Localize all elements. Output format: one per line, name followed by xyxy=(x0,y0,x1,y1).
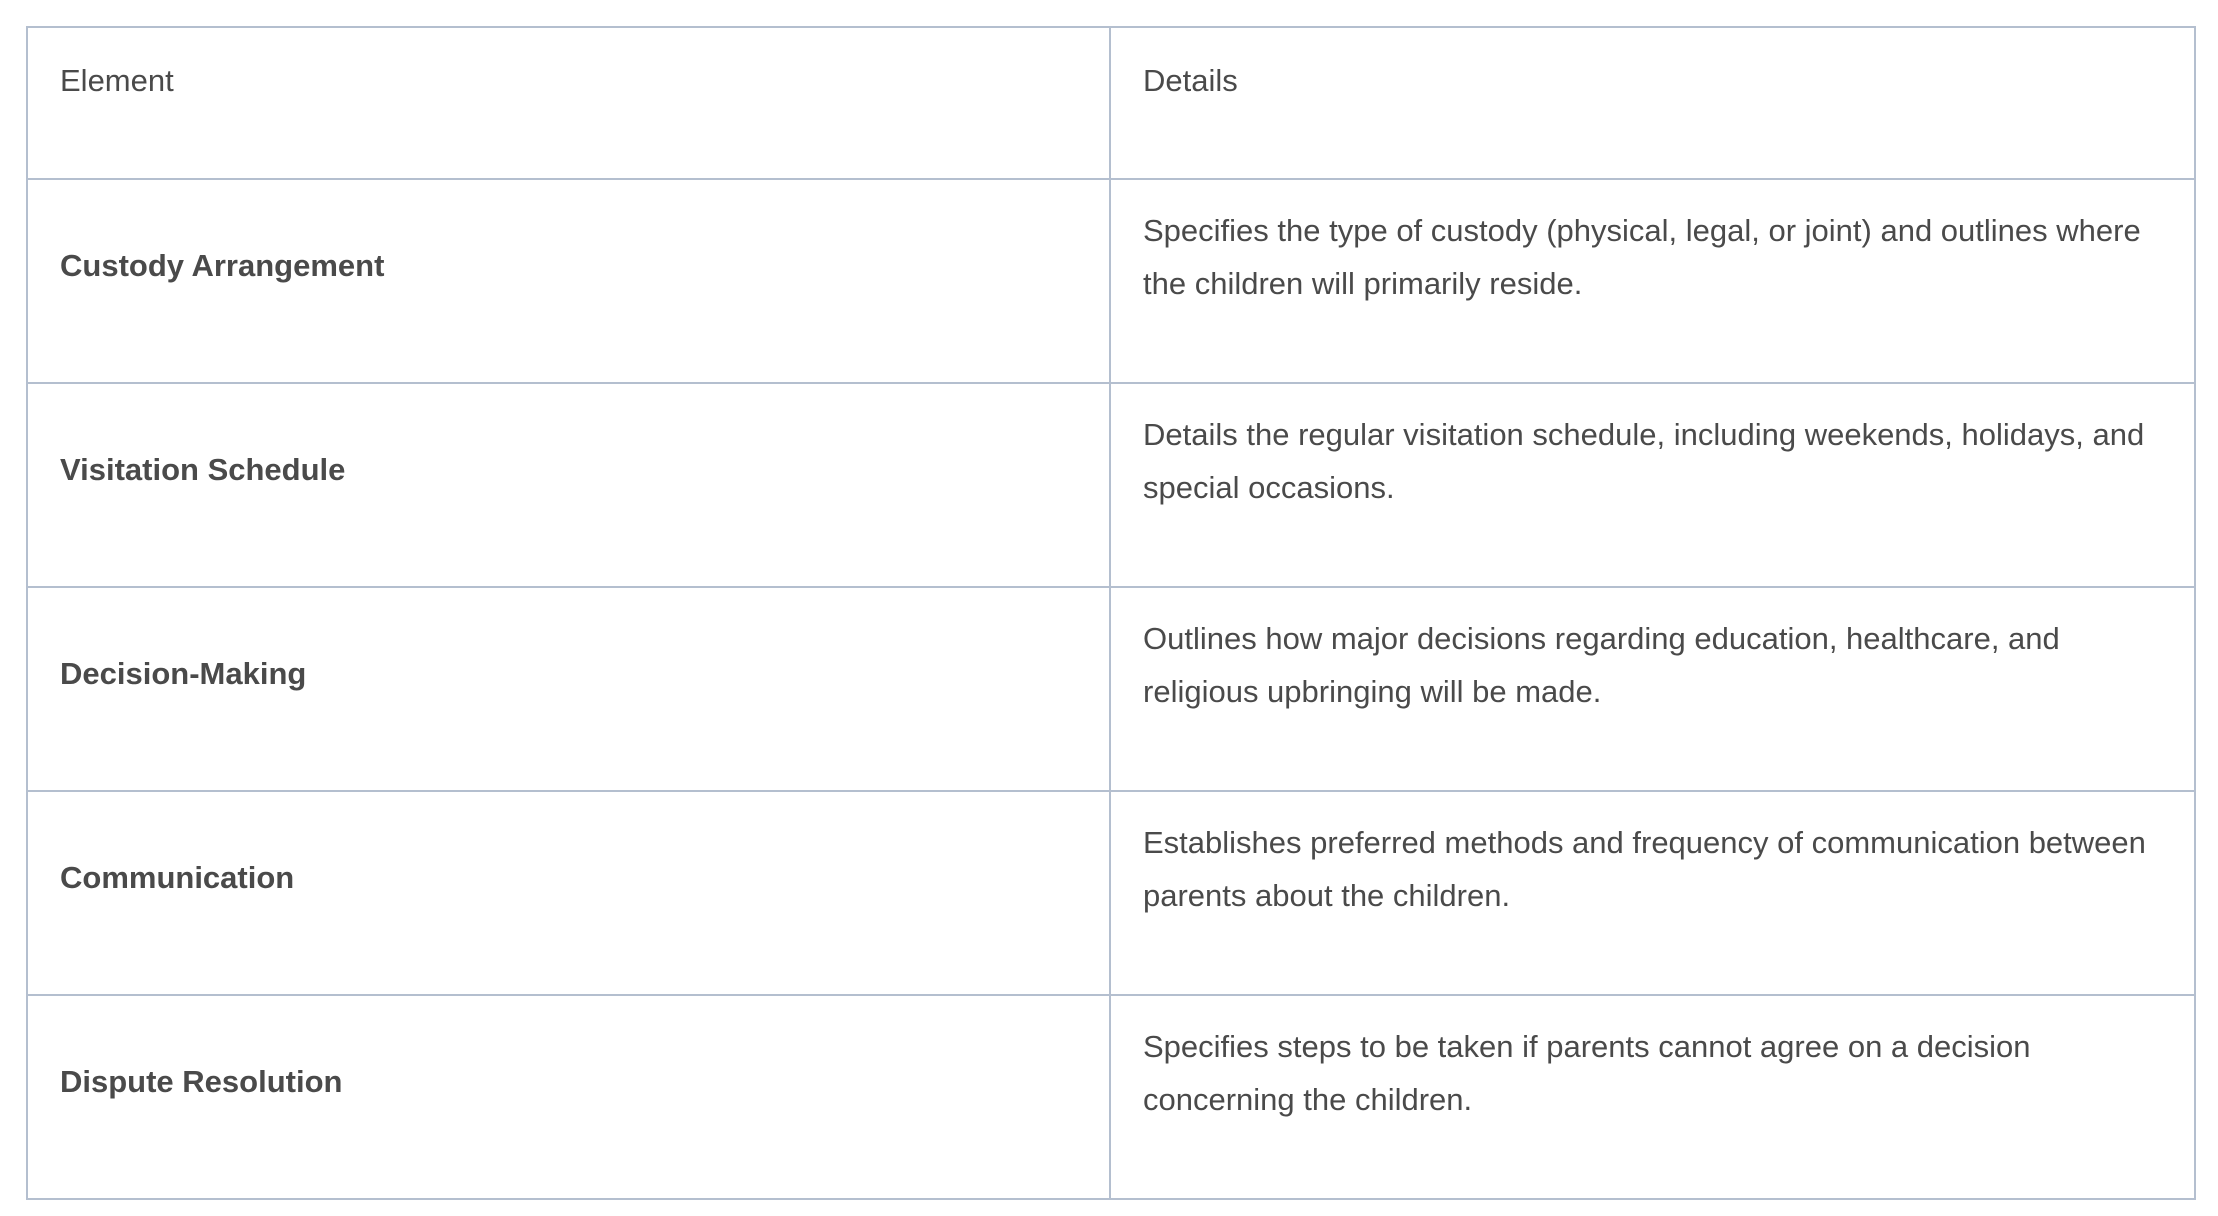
header-element: Element xyxy=(27,27,1110,179)
row-details-custody-arrangement: Specifies the type of custody (physical, legal, or joint) and outlines where the children will primarily reside. xyxy=(1110,179,2195,383)
row-element-visitation-schedule: Visitation Schedule xyxy=(27,383,1110,587)
row-details-dispute-resolution: Specifies steps to be taken if parents cannot agree on a decision concerning the children. xyxy=(1110,995,2195,1199)
row-details-visitation-schedule: Details the regular visitation schedule, including weekends, holidays, and special occasions. xyxy=(1110,383,2195,587)
row-element-dispute-resolution: Dispute Resolution xyxy=(27,995,1110,1199)
table-row xyxy=(27,587,2195,791)
table-row xyxy=(27,179,2195,383)
table-row xyxy=(27,791,2195,995)
row-element-decision-making: Decision-Making xyxy=(27,587,1110,791)
table-row xyxy=(27,383,2195,587)
table-header xyxy=(27,27,2195,179)
row-details-decision-making: Outlines how major decisions regarding education, healthcare, and religious upbringing will be made. xyxy=(1110,587,2195,791)
parenting-plan-table xyxy=(26,26,2196,1200)
row-details-communication: Establishes preferred methods and frequency of communication between parents about the children. xyxy=(1110,791,2195,995)
header-row xyxy=(27,27,2195,179)
table-body xyxy=(27,179,2195,1199)
row-element-custody-arrangement: Custody Arrangement xyxy=(27,179,1110,383)
row-element-communication: Communication xyxy=(27,791,1110,995)
header-details: Details xyxy=(1110,27,2195,179)
table-row xyxy=(27,995,2195,1199)
